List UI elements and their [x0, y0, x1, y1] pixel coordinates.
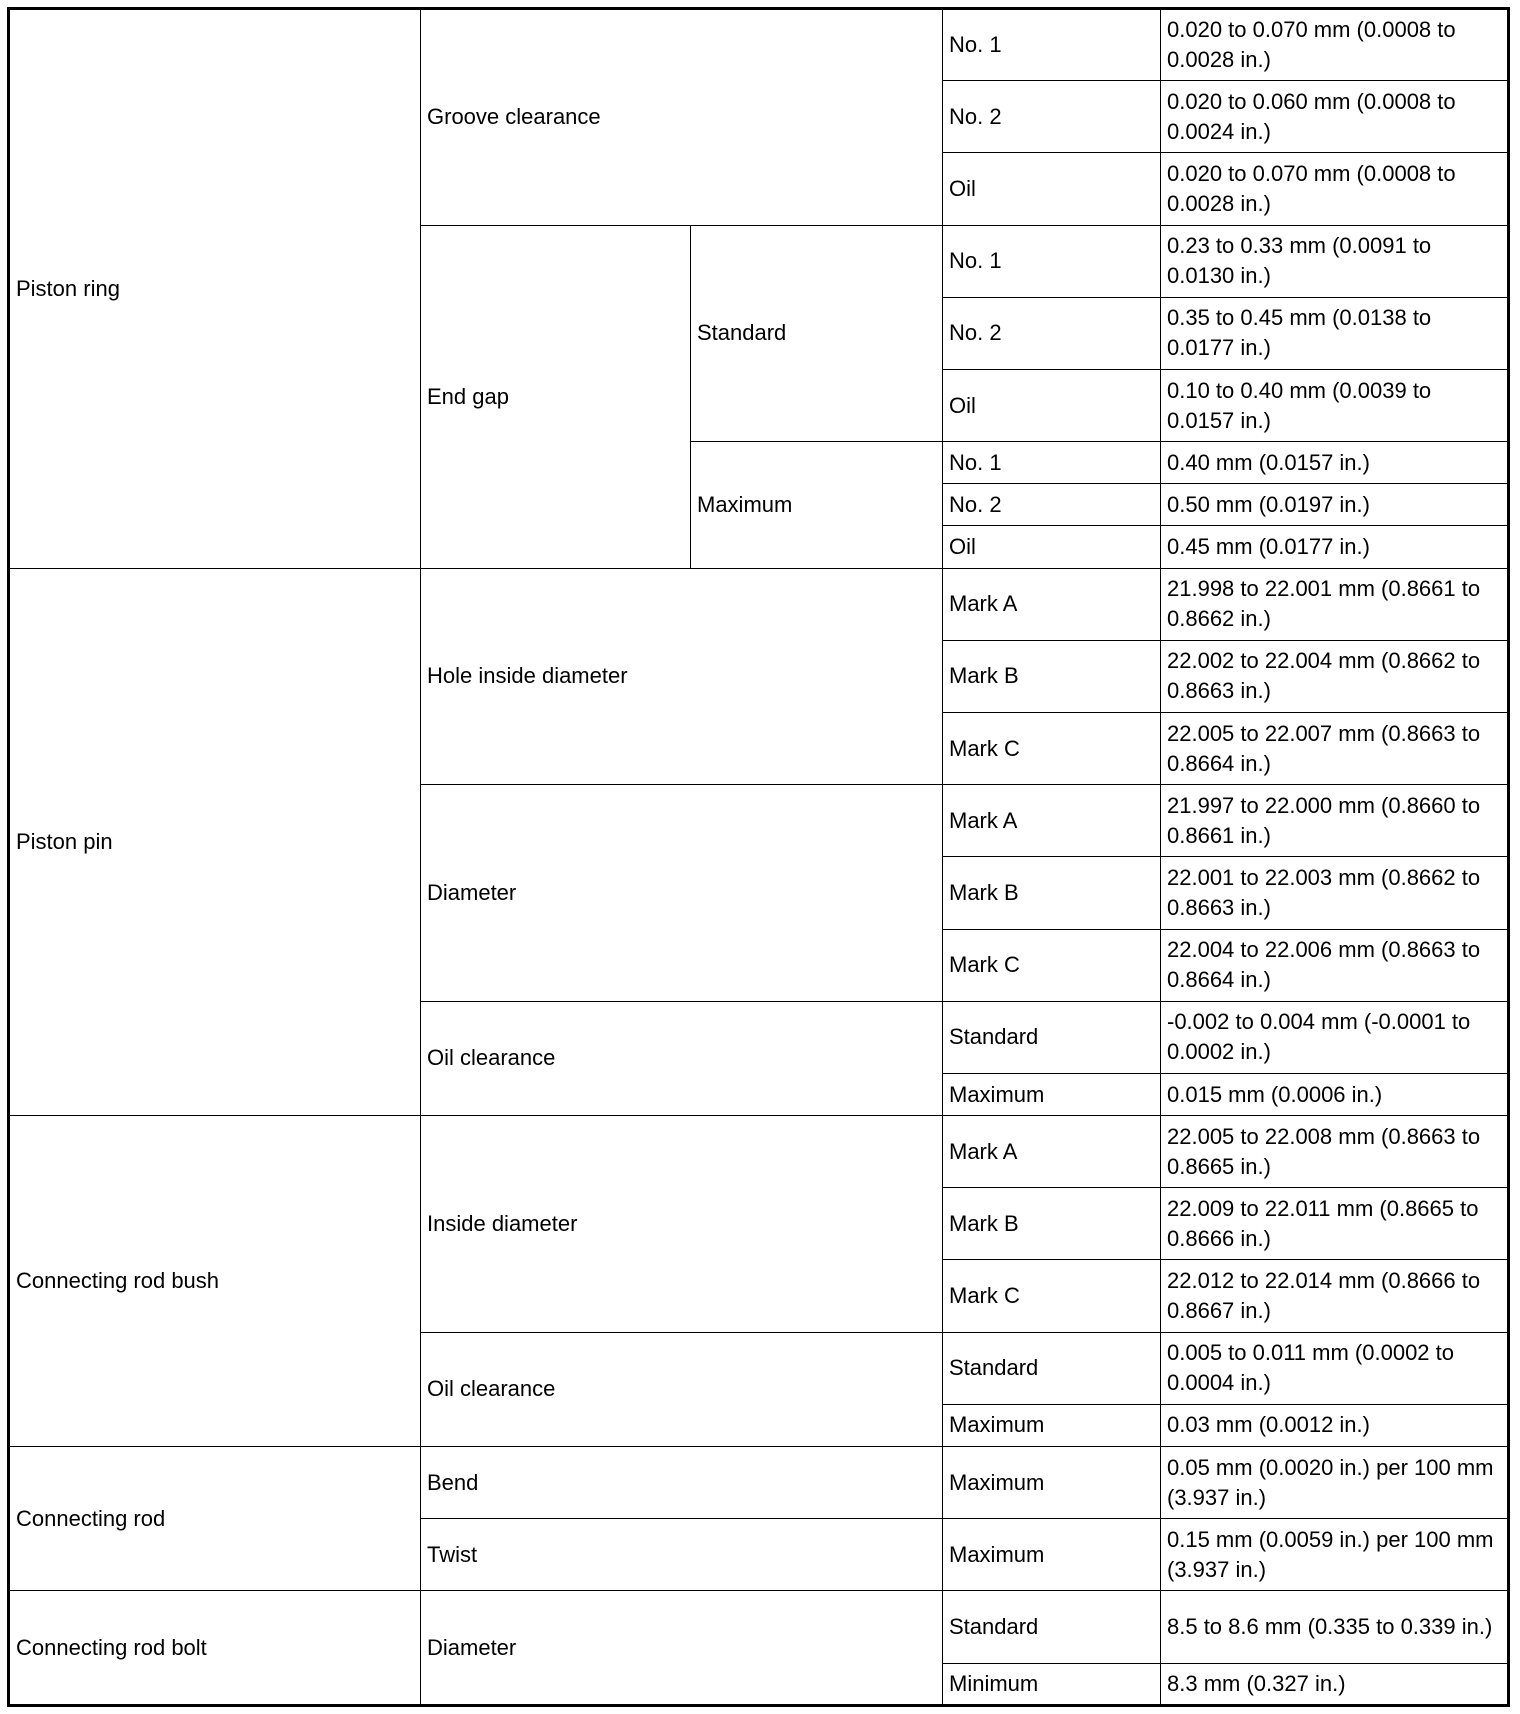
subitem-standard: Standard — [691, 225, 943, 442]
value-cell: 0.020 to 0.070 mm (0.0008 to 0.0028 in.) — [1161, 9, 1509, 81]
group-piston-ring: Piston ring — [9, 9, 421, 569]
label-cell: Mark B — [943, 857, 1161, 929]
label-cell: No. 1 — [943, 9, 1161, 81]
value-cell: 0.45 mm (0.0177 in.) — [1161, 526, 1509, 568]
value-cell: 21.998 to 22.001 mm (0.8661 to 0.8662 in.) — [1161, 568, 1509, 640]
item-inside-diameter: Inside diameter — [421, 1116, 943, 1333]
label-cell: Mark B — [943, 1188, 1161, 1260]
item-end-gap: End gap — [421, 225, 691, 568]
value-cell: 0.35 to 0.45 mm (0.0138 to 0.0177 in.) — [1161, 297, 1509, 369]
label-cell: Standard — [943, 1332, 1161, 1404]
label-cell: Oil — [943, 370, 1161, 442]
label-cell: Oil — [943, 526, 1161, 568]
item-groove-clearance: Groove clearance — [421, 9, 943, 226]
item-twist: Twist — [421, 1519, 943, 1591]
value-cell: 0.05 mm (0.0020 in.) per 100 mm (3.937 in.) — [1161, 1447, 1509, 1519]
item-oil-clearance: Oil clearance — [421, 1001, 943, 1115]
label-cell: Maximum — [943, 1073, 1161, 1115]
value-cell: 0.020 to 0.070 mm (0.0008 to 0.0028 in.) — [1161, 153, 1509, 225]
label-cell: Mark A — [943, 568, 1161, 640]
label-cell: No. 1 — [943, 225, 1161, 297]
label-cell: Maximum — [943, 1404, 1161, 1446]
item-hole-inside-diameter: Hole inside diameter — [421, 568, 943, 785]
table-row — [9, 568, 1509, 640]
label-cell: Mark C — [943, 712, 1161, 784]
table-row — [9, 1591, 1509, 1663]
value-cell: 0.10 to 0.40 mm (0.0039 to 0.0157 in.) — [1161, 370, 1509, 442]
group-piston-pin: Piston pin — [9, 568, 421, 1116]
label-cell: Oil — [943, 153, 1161, 225]
value-cell: 22.002 to 22.004 mm (0.8662 to 0.8663 in.) — [1161, 640, 1509, 712]
table-row — [9, 1447, 1509, 1519]
value-cell: 21.997 to 22.000 mm (0.8660 to 0.8661 in.) — [1161, 785, 1509, 857]
spec-table — [7, 7, 1510, 1707]
value-cell: 0.50 mm (0.0197 in.) — [1161, 484, 1509, 526]
value-cell: 0.020 to 0.060 mm (0.0008 to 0.0024 in.) — [1161, 81, 1509, 153]
item-bolt-diameter: Diameter — [421, 1591, 943, 1706]
label-cell: Mark A — [943, 1116, 1161, 1188]
item-oil-clearance: Oil clearance — [421, 1332, 943, 1446]
value-cell: 22.001 to 22.003 mm (0.8662 to 0.8663 in.) — [1161, 857, 1509, 929]
label-cell: No. 2 — [943, 297, 1161, 369]
value-cell: 0.03 mm (0.0012 in.) — [1161, 1404, 1509, 1446]
label-cell: Mark C — [943, 929, 1161, 1001]
subitem-maximum: Maximum — [691, 442, 943, 568]
item-bend: Bend — [421, 1447, 943, 1519]
value-cell: -0.002 to 0.004 mm (-0.0001 to 0.0002 in.) — [1161, 1001, 1509, 1073]
label-cell: Standard — [943, 1001, 1161, 1073]
group-connecting-rod: Connecting rod — [9, 1447, 421, 1591]
value-cell: 0.015 mm (0.0006 in.) — [1161, 1073, 1509, 1115]
value-cell: 0.005 to 0.011 mm (0.0002 to 0.0004 in.) — [1161, 1332, 1509, 1404]
value-cell: 22.004 to 22.006 mm (0.8663 to 0.8664 in.) — [1161, 929, 1509, 1001]
label-cell: Mark C — [943, 1260, 1161, 1332]
table-row — [9, 1116, 1509, 1188]
value-cell: 8.5 to 8.6 mm (0.335 to 0.339 in.) — [1161, 1591, 1509, 1663]
item-diameter: Diameter — [421, 785, 943, 1002]
label-cell: Maximum — [943, 1447, 1161, 1519]
label-cell: No. 1 — [943, 442, 1161, 484]
label-cell: No. 2 — [943, 484, 1161, 526]
group-connecting-rod-bolt: Connecting rod bolt — [9, 1591, 421, 1706]
value-cell: 22.009 to 22.011 mm (0.8665 to 0.8666 in.) — [1161, 1188, 1509, 1260]
table-row — [9, 9, 1509, 81]
value-cell: 22.005 to 22.008 mm (0.8663 to 0.8665 in.) — [1161, 1116, 1509, 1188]
label-cell: Mark A — [943, 785, 1161, 857]
label-cell: Maximum — [943, 1519, 1161, 1591]
value-cell: 8.3 mm (0.327 in.) — [1161, 1663, 1509, 1705]
label-cell: Mark B — [943, 640, 1161, 712]
value-cell: 0.23 to 0.33 mm (0.0091 to 0.0130 in.) — [1161, 225, 1509, 297]
value-cell: 0.40 mm (0.0157 in.) — [1161, 442, 1509, 484]
label-cell: Standard — [943, 1591, 1161, 1663]
value-cell: 22.005 to 22.007 mm (0.8663 to 0.8664 in.) — [1161, 712, 1509, 784]
value-cell: 0.15 mm (0.0059 in.) per 100 mm (3.937 in.) — [1161, 1519, 1509, 1591]
value-cell: 22.012 to 22.014 mm (0.8666 to 0.8667 in.) — [1161, 1260, 1509, 1332]
group-connecting-rod-bush: Connecting rod bush — [9, 1116, 421, 1447]
label-cell: Minimum — [943, 1663, 1161, 1705]
label-cell: No. 2 — [943, 81, 1161, 153]
